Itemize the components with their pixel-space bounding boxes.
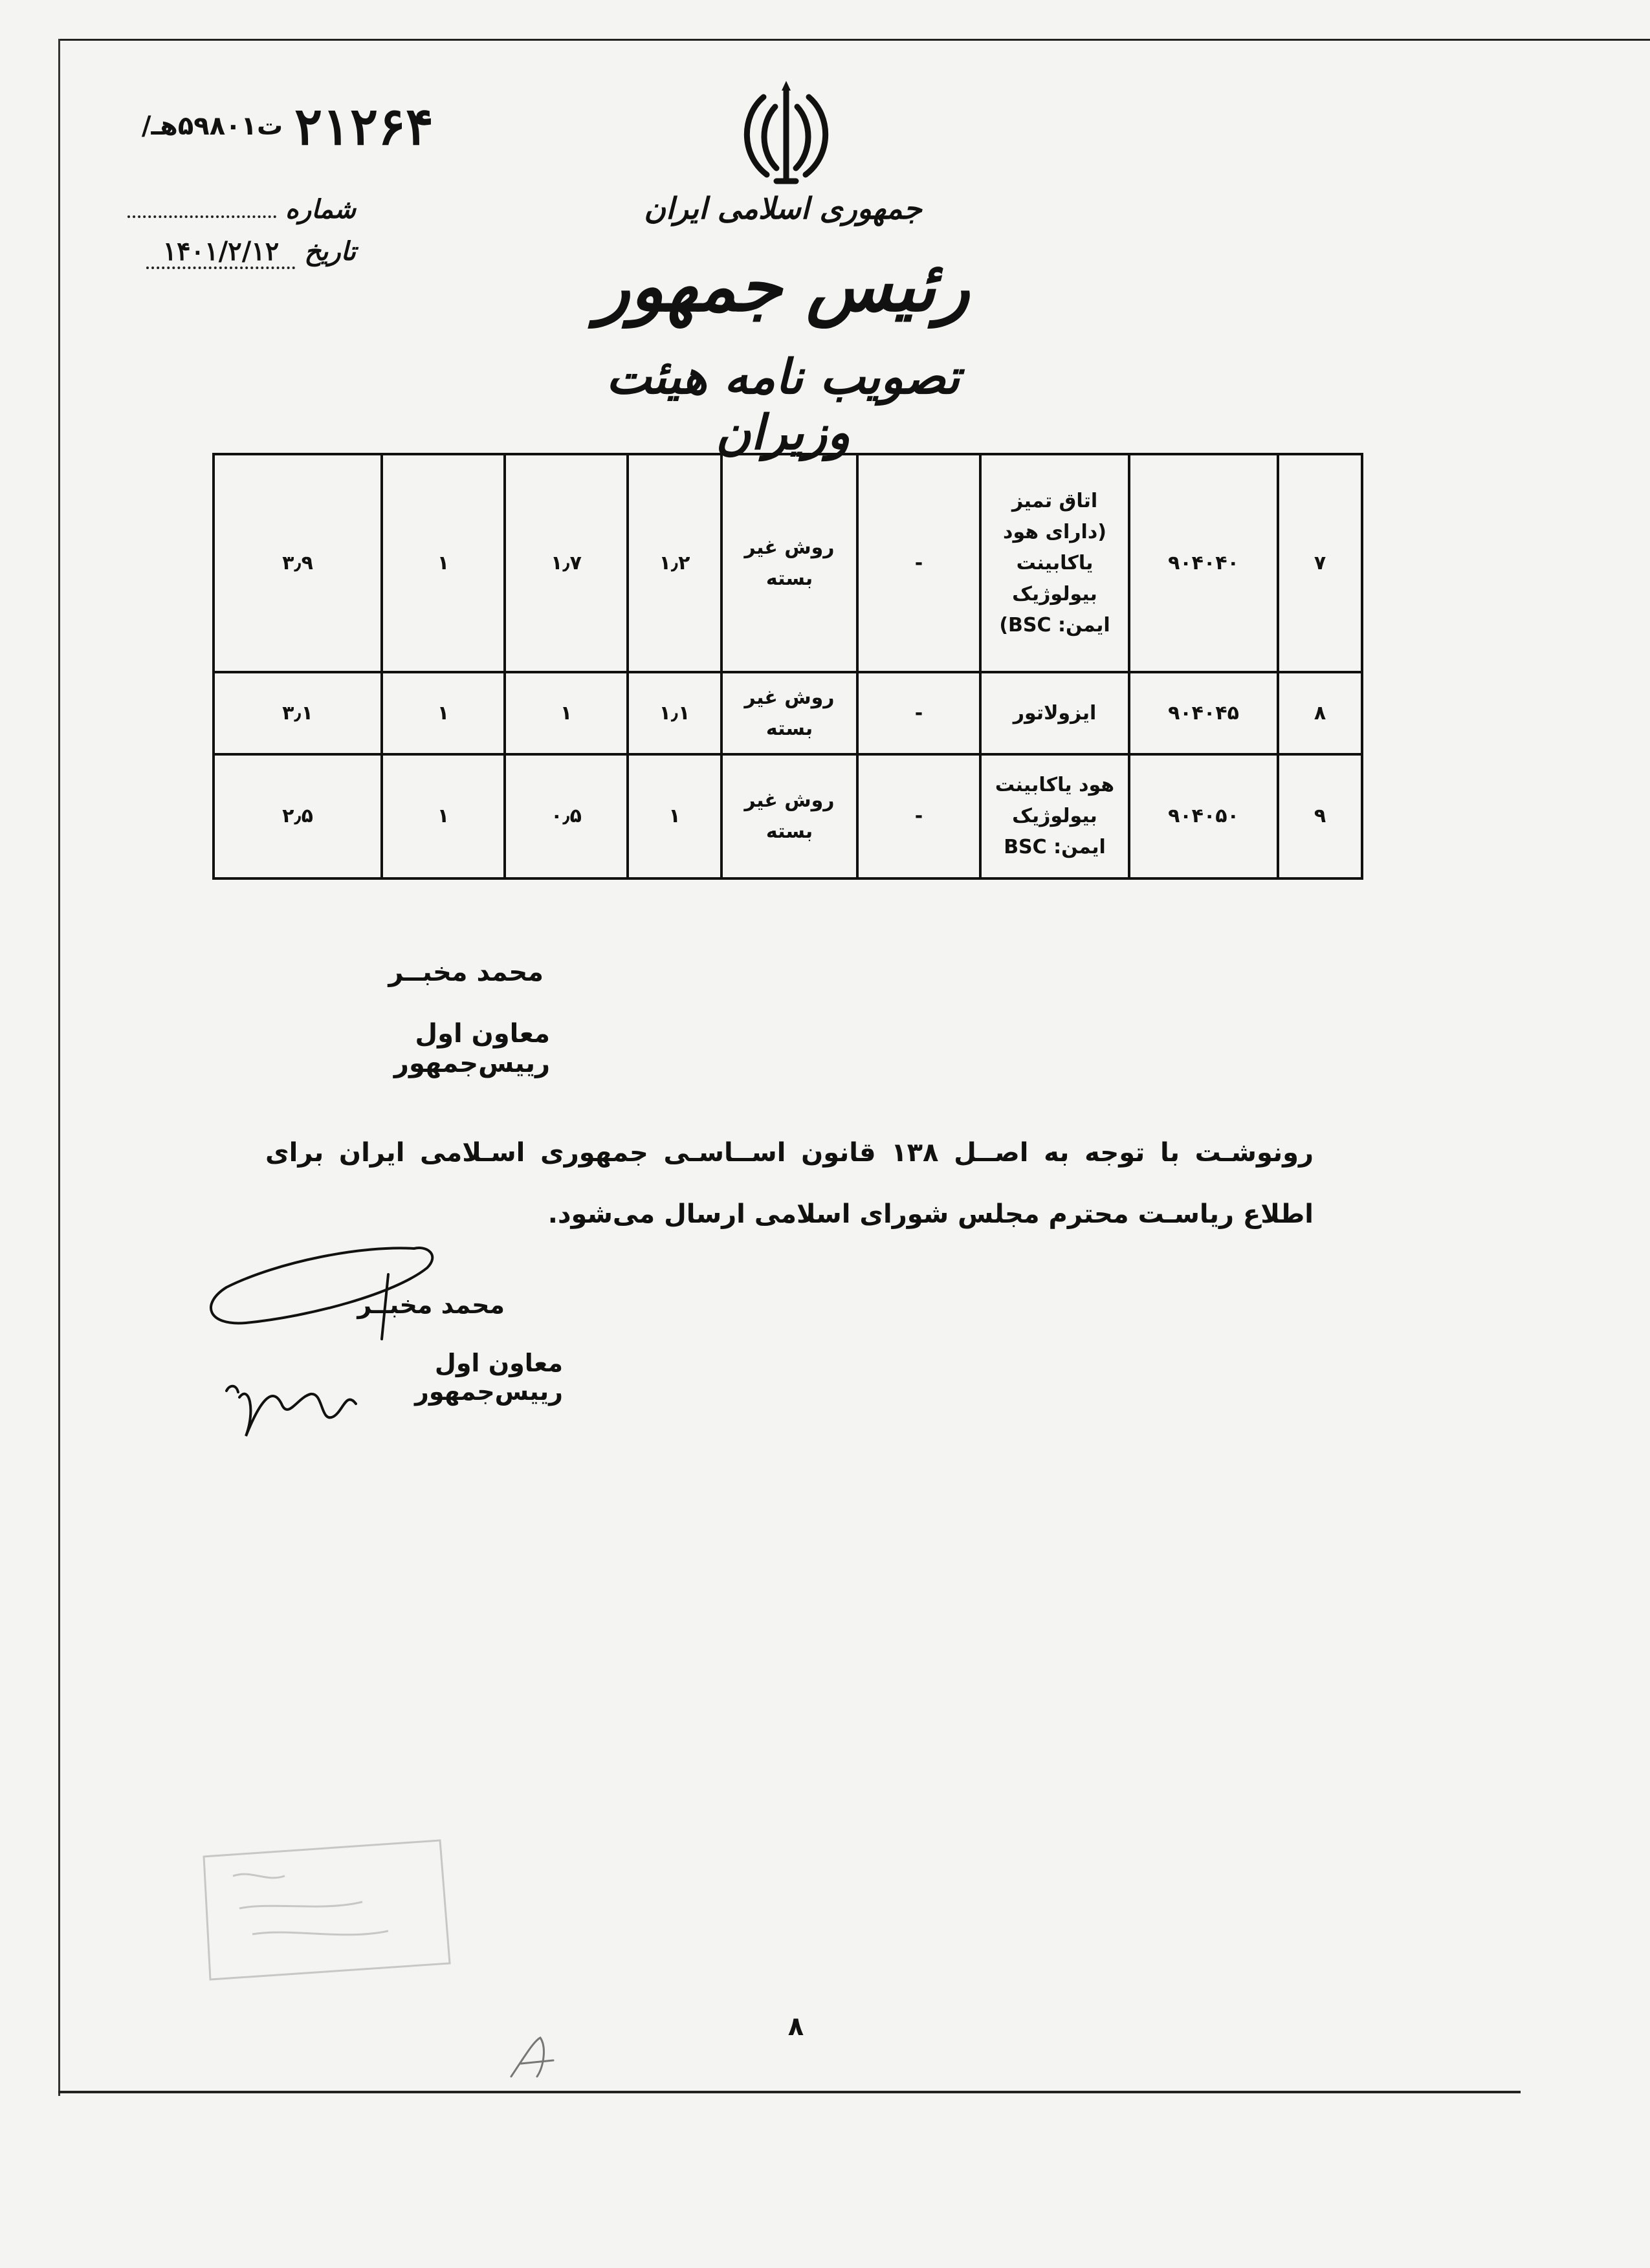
cell-value: ۱ bbox=[505, 672, 628, 754]
cell-code: ۹۰۴۰۵۰ bbox=[1129, 754, 1278, 878]
cell-value: ۱ bbox=[382, 754, 505, 878]
cell-dash: - bbox=[857, 672, 980, 754]
cell-dash: - bbox=[857, 754, 980, 878]
cell-value: ۱٫۱ bbox=[628, 672, 721, 754]
tariff-table bbox=[212, 453, 1363, 880]
cell-code: ۹۰۴۰۴۵ bbox=[1129, 672, 1278, 754]
cell-dash: - bbox=[857, 454, 980, 672]
number-label: شماره bbox=[285, 194, 356, 224]
cell-total: ۲٫۵ bbox=[214, 754, 382, 878]
date-label: تاریخ bbox=[304, 236, 356, 267]
faded-stamp bbox=[194, 1837, 453, 1986]
cell-description: ایزولاتور bbox=[980, 672, 1129, 754]
header-cabinet-decree: تصویب نامه هیئت وزیران bbox=[606, 349, 960, 461]
signatory-name: محمد مخبــر bbox=[357, 1291, 505, 1319]
cell-value: ۱ bbox=[382, 454, 505, 672]
cell-code: ۹۰۴۰۴۰ bbox=[1129, 454, 1278, 672]
cell-description: هود یاکابینت بیولوژیک ایمن: BSC bbox=[980, 754, 1129, 878]
reference-number-value: ۲۱۲۶۴ bbox=[294, 96, 434, 157]
handwritten-mark bbox=[505, 2031, 563, 2083]
page-border-left bbox=[58, 39, 60, 2096]
cell-row-number: ۸ bbox=[1278, 672, 1362, 754]
cell-value: ۱ bbox=[628, 754, 721, 878]
reference-code: ت۵۹۸۰۱هـ/ bbox=[141, 111, 283, 141]
date-line bbox=[123, 236, 356, 269]
cell-total: ۳٫۱ bbox=[214, 672, 382, 754]
page-border-top bbox=[58, 39, 1650, 41]
cell-method: روش غیر بسته bbox=[721, 454, 857, 672]
cell-method: روش غیر بسته bbox=[721, 672, 857, 754]
cell-value: ۱ bbox=[382, 672, 505, 754]
cell-row-number: ۹ bbox=[1278, 754, 1362, 878]
cell-value: ۰٫۵ bbox=[505, 754, 628, 878]
table-row bbox=[214, 672, 1362, 754]
table-row bbox=[214, 754, 1362, 878]
table-row bbox=[214, 454, 1362, 672]
copy-notice: رونوشـت با توجه به اصــل ۱۳۸ قانون اســاسـی جمهوری اسـلامی ایران برای اطلاع ریاسـت محترم مجلس شورای اسلامی ارسال می‌شود. bbox=[265, 1138, 1314, 1229]
cell-row-number: ۷ bbox=[1278, 454, 1362, 672]
reference-number bbox=[123, 96, 434, 157]
signatory-title: معاون اول رییس‌جمهور bbox=[414, 1349, 563, 1406]
cell-method: روش غیر بسته bbox=[721, 754, 857, 878]
header-president: رئیس جمهور bbox=[596, 246, 970, 327]
iran-emblem-icon bbox=[738, 78, 835, 188]
number-line bbox=[123, 194, 356, 224]
number-value bbox=[127, 215, 276, 218]
signatory-title: معاون اول رییس‌جمهور bbox=[393, 1019, 550, 1078]
cell-description: اتاق تمیز (دارای هود یاکابینت بیولوژیک ایمن: BSC) bbox=[980, 454, 1129, 672]
header-country: جمهوری اسلامی ایران bbox=[644, 191, 922, 226]
cell-total: ۳٫۹ bbox=[214, 454, 382, 672]
cell-value: ۱٫۲ bbox=[628, 454, 721, 672]
date-value: ۱۴۰۱/۲/۱۲ bbox=[146, 236, 295, 269]
page-number: ۸ bbox=[787, 2012, 804, 2042]
cell-value: ۱٫۷ bbox=[505, 454, 628, 672]
page-border-bottom bbox=[58, 2091, 1521, 2093]
signatory-name: محمد مخبــر bbox=[388, 957, 544, 987]
